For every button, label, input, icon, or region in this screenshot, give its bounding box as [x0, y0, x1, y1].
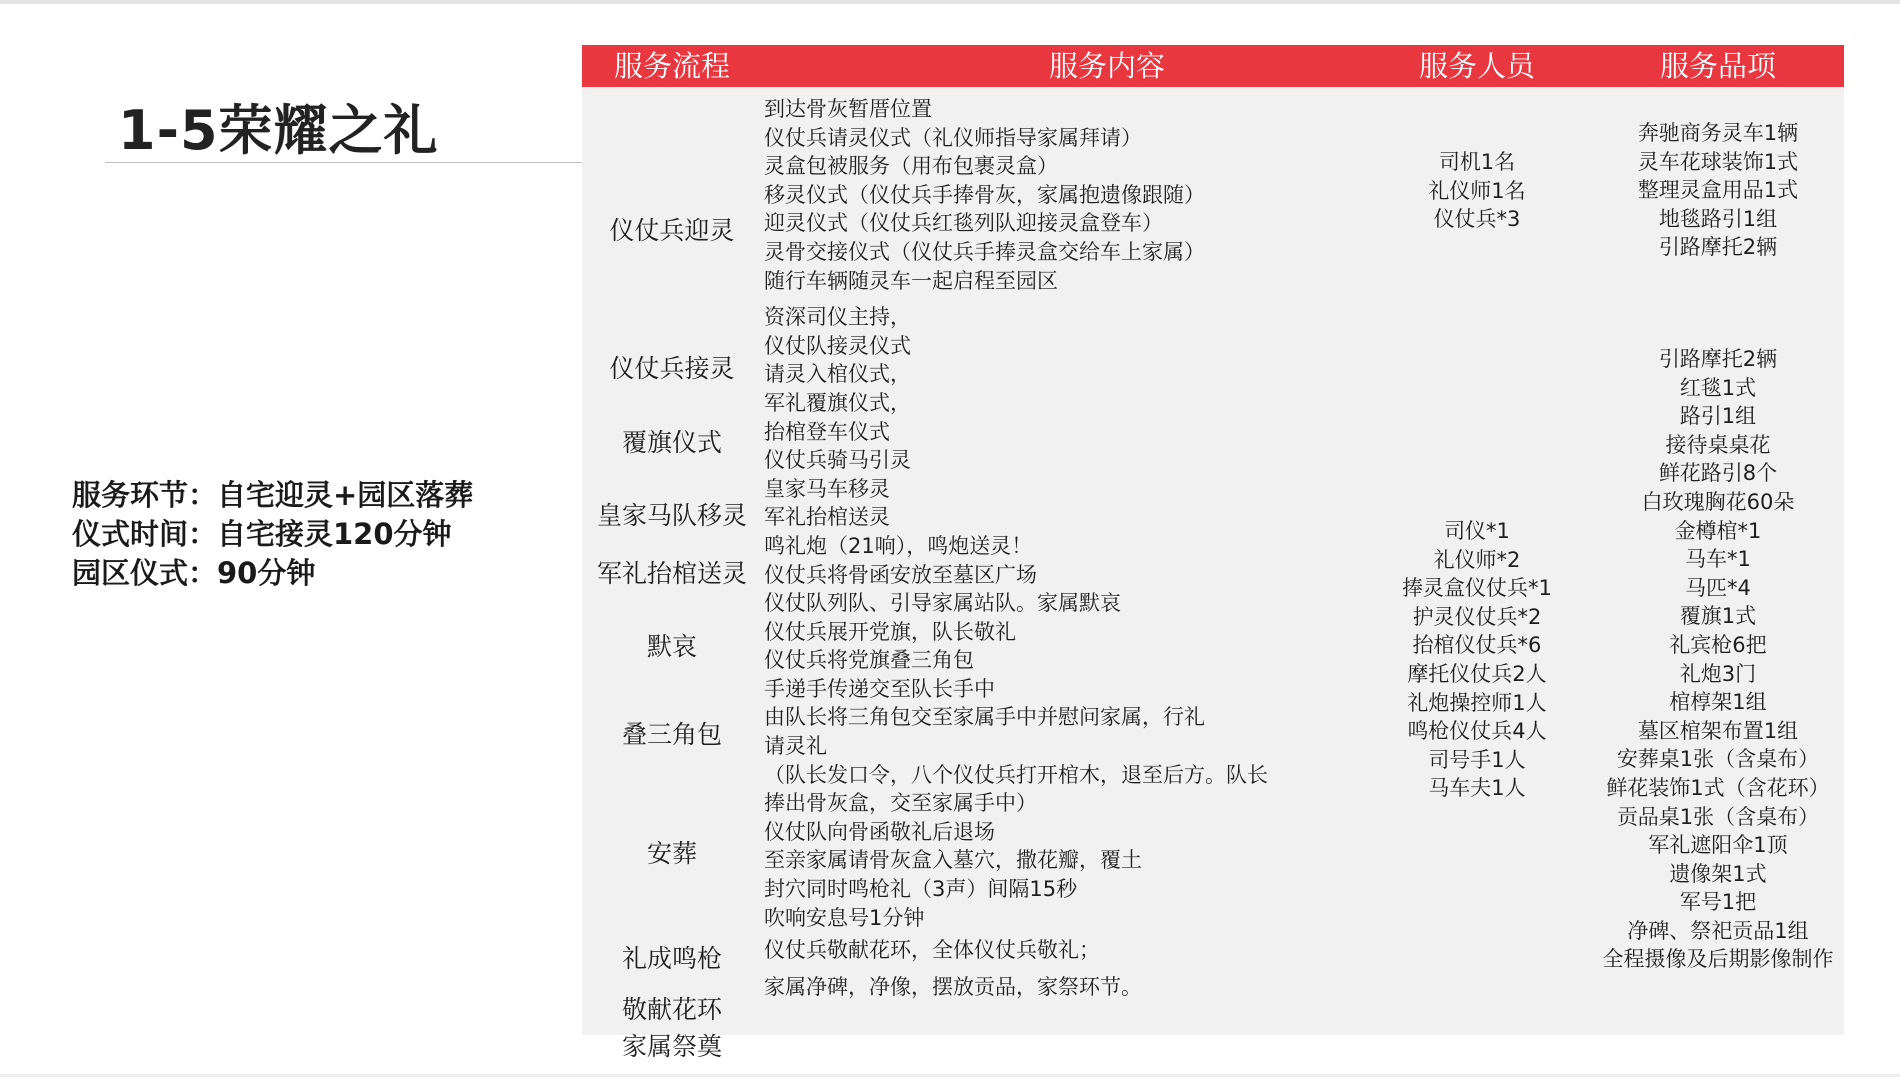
item-line: 棺椁架1组 — [1669, 690, 1767, 715]
item-line: 礼宾枪6把 — [1669, 632, 1767, 657]
bottom-border — [0, 1074, 1900, 1077]
item-line: 引路摩托2辆 — [1658, 347, 1778, 371]
service-table — [582, 45, 1844, 1061]
process-step: 叠三角包 — [621, 720, 722, 749]
staff-line: 马车夫1人 — [1428, 776, 1526, 801]
content-line: 家属净碑，净像，摆放贡品，家祭环节。 — [764, 974, 1142, 999]
process-step: 覆旗仪式 — [621, 428, 722, 457]
content-line: 捧出骨灰盒，交至家属手中） — [764, 791, 1037, 816]
content-line: 仪仗兵敬献花环，全体仪仗兵敬礼； — [764, 938, 1100, 963]
summary-line-park-ceremony: 园区仪式：90分钟 — [72, 556, 316, 590]
item-line: 马匹*4 — [1685, 575, 1751, 600]
item-line: 白玫瑰胸花60朵 — [1641, 489, 1795, 514]
staff-line: 礼炮操控师1人 — [1407, 690, 1547, 715]
content-line: 移灵仪式（仪仗兵手捧骨灰，家属抱遗像跟随） — [764, 182, 1205, 207]
content-line: 迎灵仪式（仪仗兵红毯列队迎接灵盒登车） — [764, 211, 1163, 236]
item-line: 奔驰商务灵车1辆 — [1637, 121, 1799, 145]
staff-line: 抬棺仪仗兵*6 — [1412, 633, 1542, 658]
process-step: 仪仗兵接灵 — [609, 354, 735, 383]
process-step: 仪仗兵迎灵 — [609, 216, 735, 245]
content-line: 仪仗兵请灵仪式（礼仪师指导家属拜请） — [764, 125, 1142, 150]
content-column — [764, 95, 1364, 1001]
staff-line: 司号手1人 — [1428, 747, 1526, 772]
header-staff: 服务人员 — [1418, 49, 1535, 83]
header-content: 服务内容 — [1048, 49, 1165, 83]
item-line: 遗像架1式 — [1669, 861, 1767, 886]
content-line: 仪仗兵展开党旗，队长敬礼 — [764, 619, 1016, 644]
process-step: 默哀 — [646, 632, 697, 661]
item-line: 礼炮3门 — [1679, 661, 1757, 686]
staff-group-welcome — [1372, 148, 1582, 234]
content-line: 仪仗队列队、引导家属站队。家属默哀 — [764, 591, 1121, 616]
content-line: 由队长将三角包交至家属手中并慰问家属，行礼 — [764, 705, 1205, 730]
content-line: 到达骨灰暂厝位置 — [764, 97, 932, 121]
staff-line: 摩托仪仗兵2人 — [1407, 661, 1547, 686]
item-line: 引路摩托2辆 — [1658, 235, 1778, 260]
staff-group-ceremony — [1372, 517, 1582, 803]
item-line: 鲜花路引8个 — [1658, 461, 1778, 486]
items-group-ceremony — [1592, 345, 1844, 974]
header-items: 服务品项 — [1659, 49, 1776, 83]
staff-line: 捧灵盒仪仗兵*1 — [1402, 576, 1552, 601]
content-line: 至亲家属请骨灰盒入墓穴，撒花瓣，覆土 — [764, 848, 1142, 873]
staff-line: 司机1名 — [1438, 150, 1516, 174]
item-line: 接待桌桌花 — [1665, 432, 1771, 457]
content-line: 抬棺登车仪式 — [764, 419, 890, 444]
staff-line: 司仪*1 — [1444, 519, 1510, 543]
item-line: 墓区棺架布置1组 — [1637, 718, 1799, 743]
table-header — [582, 45, 1844, 87]
top-border — [0, 0, 1900, 4]
content-line: 皇家马车移灵 — [764, 476, 890, 501]
content-line: 仪仗队向骨函敬礼后退场 — [764, 819, 995, 844]
process-step: 家属祭奠 — [621, 1032, 722, 1061]
process-step: 皇家马队移灵 — [596, 501, 747, 530]
item-line: 路引1组 — [1679, 404, 1757, 429]
content-line: 请灵礼 — [764, 734, 827, 759]
item-line: 地毯路引1组 — [1658, 206, 1778, 231]
title-underline — [105, 162, 583, 163]
summary-line-ceremony-time: 仪式时间：自宅接灵120分钟 — [72, 517, 452, 551]
staff-line: 仪仗兵*3 — [1433, 207, 1521, 232]
item-line: 红毯1式 — [1679, 375, 1757, 400]
process-step: 安葬 — [646, 839, 697, 868]
header-process: 服务流程 — [613, 49, 730, 83]
content-line: 仪仗兵将党旗叠三角包 — [764, 648, 974, 673]
content-line: 仪仗兵骑马引灵 — [764, 448, 911, 473]
content-line: 灵盒包被服务（用布包裹灵盒） — [764, 154, 1058, 179]
process-step: 军礼抬棺送灵 — [596, 559, 747, 588]
content-line: 仪仗兵将骨函安放至墓区广场 — [764, 562, 1037, 587]
content-line: 鸣礼炮（21响），鸣炮送灵！ — [764, 533, 1033, 558]
content-line: 手递手传递交至队长手中 — [764, 676, 995, 701]
item-line: 安葬桌1张（含桌布） — [1616, 747, 1820, 772]
summary-line-service-stage: 服务环节：自宅迎灵+园区落葬 — [72, 478, 474, 512]
content-line: 吹响安息号1分钟 — [764, 905, 925, 930]
item-line: 净碑、祭祀贡品1组 — [1627, 918, 1809, 943]
item-line: 马车*1 — [1685, 547, 1751, 572]
content-line: （队长发口令，八个仪仗兵打开棺木，退至后方。队长 — [764, 762, 1268, 787]
item-line: 全程摄像及后期影像制作 — [1602, 947, 1834, 972]
content-line: 军礼抬棺送灵 — [764, 505, 890, 530]
content-line: 资深司仪主持， — [764, 305, 911, 330]
staff-line: 鸣枪仪仗兵4人 — [1407, 719, 1547, 744]
content-line: 封穴同时鸣枪礼（3声）间隔15秒 — [764, 877, 1078, 902]
staff-line: 礼仪师*2 — [1433, 547, 1521, 572]
content-line: 仪仗队接灵仪式 — [764, 333, 911, 358]
page-title: 1-5荣耀之礼 — [118, 99, 439, 162]
content-line: 请灵入棺仪式， — [764, 362, 911, 387]
content-line: 灵骨交接仪式（仪仗兵手捧灵盒交给车上家属） — [764, 239, 1205, 264]
item-line: 军号1把 — [1679, 890, 1757, 915]
content-line: 军礼覆旗仪式， — [764, 390, 911, 415]
item-line: 军礼遮阳伞1顶 — [1648, 833, 1788, 858]
staff-line: 礼仪师1名 — [1428, 178, 1526, 203]
item-line: 金樽棺*1 — [1674, 518, 1762, 543]
process-step: 礼成鸣枪 — [621, 944, 722, 973]
items-group-welcome — [1592, 119, 1844, 262]
item-line: 整理灵盒用品1式 — [1637, 178, 1799, 203]
content-line: 随行车辆随灵车一起启程至园区 — [764, 268, 1058, 293]
item-line: 灵车花球装饰1式 — [1637, 149, 1799, 174]
service-summary — [72, 476, 473, 593]
item-line: 覆旗1式 — [1679, 604, 1757, 629]
process-step: 敬献花环 — [621, 995, 722, 1024]
item-line: 鲜花装饰1式（含花环） — [1606, 775, 1830, 800]
item-line: 贡品桌1张（含桌布） — [1616, 804, 1820, 829]
staff-line: 护灵仪仗兵*2 — [1412, 604, 1542, 629]
